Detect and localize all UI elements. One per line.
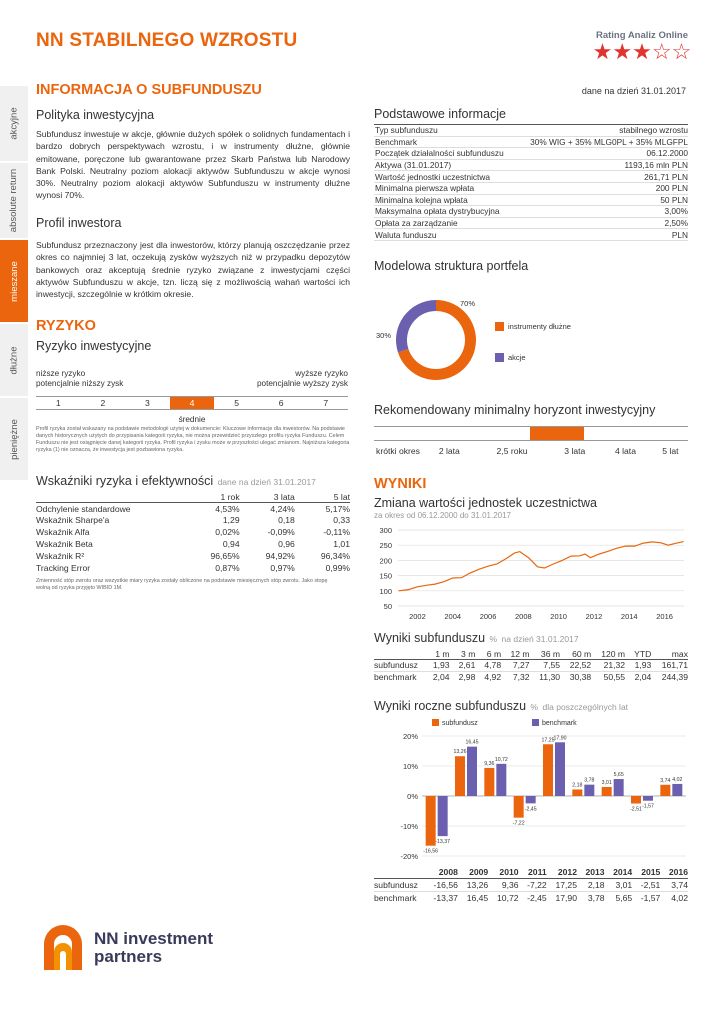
basic-info-table — [374, 124, 688, 241]
metrics-date: dane na dzień 31.01.2017 — [217, 477, 316, 487]
annual-value: -2,51 — [640, 879, 661, 890]
table-row — [374, 159, 688, 171]
fund-results-col: YTD — [634, 648, 652, 659]
legend-label-subfundusz: subfundusz — [442, 720, 478, 727]
info-section-title: INFORMACJA O SUBFUNDUSZU — [36, 82, 262, 98]
portfolio-donut-chart — [374, 290, 688, 390]
policy-title: Polityka inwestycyjna — [36, 108, 155, 122]
basic-info-key: Minimalna kolejna wpłata — [374, 194, 515, 206]
y-tick-label: 0% — [407, 792, 418, 801]
x-tick-label: 2014 — [620, 612, 638, 621]
fund-results-value: 4,92 — [484, 672, 502, 682]
logo-text — [94, 930, 213, 966]
bar-data-label: -1,57 — [642, 803, 654, 810]
unit-value-title: Zmiana wartości jednostek uczestnictwa — [374, 496, 598, 510]
risk-level-label: średnie — [178, 415, 206, 424]
y-tick-label: 200 — [379, 556, 392, 566]
annual-value: 13,26 — [466, 879, 489, 890]
table-row — [374, 229, 688, 241]
metric-value: 0,97% — [270, 562, 295, 573]
risk-note: Profil ryzyka został wskazany na podstawie metodologii użytej w dokumencie: Kluczowe informacje dla inwestorów. Na podstawie danych historycznych użytych do przypisania kategorii ryzyka, nie można przewidzieć przyszłego profilu ryzyka Funduszu. Celem Funduszu nie jest osiągnięcie danej kategorii ryzyka. Profil ryzyka i zysku może w przyszłości ulegać zmianom. Najniższa kategoria ryzyka (1) nie oznacza, że inwestycja jest pozbawiona ryzyka. — [36, 426, 350, 453]
bar-data-label: -2,45 — [524, 806, 537, 813]
fund-results-col: 3 m — [461, 648, 476, 659]
metric-label: Wskaźnik Beta — [36, 539, 93, 550]
table-row — [36, 538, 350, 550]
fund-results-col: 60 m — [572, 648, 592, 659]
bar-data-label: 9,36 — [484, 760, 495, 767]
risk-scale — [36, 396, 348, 410]
x-tick-label: 2008 — [515, 612, 532, 621]
annual-value: 17,25 — [555, 879, 577, 890]
horizon-highlight — [530, 427, 584, 440]
bar-data-label: 17,90 — [553, 735, 567, 742]
bar-subfundusz-2008 — [426, 796, 436, 846]
fund-results-col: 12 m — [510, 648, 530, 659]
annual-value: 9,36 — [501, 879, 519, 890]
risk-level-5: 5 — [234, 398, 239, 408]
y-tick-label: 10% — [402, 762, 418, 771]
fund-results-label: subfundusz — [374, 660, 418, 671]
bar-data-label: 10,72 — [494, 756, 508, 763]
risk-high-line: wyższe ryzyko — [295, 369, 348, 378]
bar-subfundusz-2016 — [660, 785, 670, 796]
horizon-option: krótki okres — [376, 446, 420, 456]
annual-row-label: benchmark — [374, 892, 417, 903]
basic-info-value: PLN — [515, 229, 688, 241]
legend-swatch-subfundusz — [432, 719, 439, 726]
annual-results-table — [374, 866, 688, 904]
y-tick-label: 50 — [383, 602, 392, 611]
investor-title: Profil inwestora — [36, 216, 122, 230]
legend-swatch-equity — [495, 353, 504, 362]
logo-line: NN investment — [94, 929, 214, 948]
fund-results-heading — [374, 629, 579, 647]
fund-results-value: 2,04 — [432, 672, 450, 682]
basic-info-key: Wartość jednostki uczestnictwa — [374, 171, 515, 183]
metric-label: Wskaźnik R² — [36, 550, 85, 561]
fund-results-value: 7,55 — [543, 660, 561, 671]
slice-label-equity: 30% — [376, 331, 392, 340]
bar-data-label: -16,56 — [423, 848, 439, 855]
bar-data-label: -7,22 — [512, 820, 525, 827]
legend-swatch-benchmark — [532, 719, 539, 726]
bar-subfundusz-2010 — [484, 768, 494, 796]
star-empty-icon: ☆ — [671, 39, 692, 64]
rating-block — [592, 30, 692, 63]
legend-swatch-debt — [495, 322, 504, 331]
bar-benchmark-2016 — [672, 784, 682, 796]
table-row — [374, 206, 688, 218]
bar-subfundusz-2014 — [602, 787, 612, 796]
annual-year: 2008 — [438, 867, 458, 877]
horizon-option: 5 lat — [662, 446, 679, 456]
annual-value: 3,01 — [615, 879, 633, 890]
annual-results-unit: % — [530, 702, 539, 712]
investor-text: Subfundusz przeznaczony jest dla inwestorów, którzy planują oszczędzanie przez okres co najmniej 3 lat, oczekują zysków wyższych niż w przypadku depozytów bankowych oraz akceptują średnie ryzyko związane z inwestycjami części aktywów Subfunduszu w akcje, tzn. liczą się z możliwością wahań wartości ich inwestycji, szczególnie w krótkim okresie. — [36, 240, 350, 300]
x-tick-label: 2006 — [479, 612, 497, 621]
horizon-bar — [374, 426, 688, 441]
basic-info-value: 06.12.2000 — [515, 148, 688, 160]
y-tick-label: 100 — [379, 586, 392, 596]
bar-benchmark-2015 — [643, 796, 653, 801]
metrics-heading — [36, 472, 316, 490]
annual-value: -1,57 — [640, 892, 661, 903]
metric-value: 94,92% — [265, 550, 295, 561]
risk-level-7: 7 — [323, 398, 329, 408]
results-section-title: WYNIKI — [374, 476, 427, 492]
annual-value: -2,45 — [527, 892, 547, 903]
bar-data-label: 5,65 — [613, 772, 624, 779]
fund-results-value: 244,39 — [661, 672, 688, 682]
annual-value: -13,37 — [433, 892, 458, 903]
x-tick-label: 2010 — [550, 612, 567, 621]
legend-label-debt: instrumenty dłużne — [508, 322, 571, 331]
risk-section-title: RYZYKO — [36, 318, 96, 334]
horizon-options — [372, 442, 690, 456]
bar-data-label: 16,45 — [465, 739, 479, 746]
metrics-note-line: Zmienność stóp zwrotu oraz wszystkie miary ryzyka zostały obliczone na podstawie miesięcznych stóp zwrotu. Jako stopę — [36, 578, 328, 584]
metrics-table — [36, 491, 350, 574]
y-tick-label: 150 — [379, 571, 392, 581]
fund-results-value: 2,61 — [458, 660, 476, 671]
horizon-title: Rekomendowany minimalny horyzont inwestycyjny — [374, 403, 656, 417]
star-filled-icon: ★ — [592, 39, 613, 64]
table-row — [374, 194, 688, 206]
fund-results-date: na dzień 31.01.2017 — [501, 634, 579, 644]
table-row — [374, 125, 688, 137]
annual-year: 2013 — [585, 867, 605, 877]
slice-label-debt: 70% — [460, 299, 476, 308]
table-row — [374, 660, 688, 672]
bar-data-label: 3,01 — [601, 779, 612, 786]
fund-results-value: 2,98 — [458, 672, 476, 682]
sidebar-tab-label: mieszane — [8, 260, 20, 302]
table-row — [36, 526, 350, 538]
fund-results-value: 4,78 — [484, 660, 502, 671]
fund-results-value: 2,04 — [634, 672, 652, 682]
basic-info-value: 200 PLN — [515, 182, 688, 194]
bar-data-label: 3,74 — [660, 777, 671, 784]
annual-value: 4,02 — [671, 892, 688, 903]
star-filled-icon: ★ — [632, 39, 652, 64]
fund-title: NN STABILNEGO WZROSTU — [36, 30, 298, 51]
basic-info-key: Benchmark — [374, 136, 515, 148]
bar-benchmark-2008 — [438, 796, 448, 836]
risk-level-4: 4 — [170, 397, 215, 409]
x-tick-label: 2002 — [409, 612, 426, 621]
fund-results-value: 161,71 — [661, 660, 688, 671]
bar-benchmark-2013 — [584, 785, 594, 796]
bar-data-label: 4,02 — [672, 776, 683, 783]
annual-results-heading — [374, 697, 628, 715]
metric-value: 4,24% — [270, 503, 295, 514]
basic-info-key: Waluta funduszu — [374, 229, 515, 241]
metric-value: 1,01 — [333, 539, 350, 550]
bar-data-label: -13,37 — [435, 839, 451, 846]
fund-results-value: 22,52 — [569, 660, 592, 671]
basic-info-key: Początek działalności subfunduszu — [374, 148, 515, 160]
bar-data-label: 13,26 — [453, 749, 467, 756]
fund-results-unit: % — [489, 634, 498, 644]
annual-value: 17,90 — [555, 892, 577, 903]
metric-value: 96,65% — [210, 550, 240, 561]
bar-subfundusz-2009 — [455, 756, 465, 796]
fund-results-col: 36 m — [540, 648, 561, 659]
unit-value-line-chart — [374, 524, 690, 624]
y-tick-label: -10% — [400, 822, 418, 831]
rating-stars — [592, 41, 692, 63]
table-row — [374, 171, 688, 183]
fund-results-table — [374, 648, 688, 683]
annual-value: 3,78 — [587, 892, 605, 903]
risk-level-1: 1 — [55, 398, 61, 408]
bar-benchmark-2009 — [467, 747, 477, 796]
metric-label: Wskaźnik Sharpe'a — [36, 515, 110, 526]
fund-results-col: 6 m — [486, 648, 502, 659]
table-row — [374, 136, 688, 148]
basic-info-value: 261,71 PLN — [515, 171, 688, 183]
bar-benchmark-2014 — [614, 779, 624, 796]
annual-value: 16,45 — [466, 892, 489, 903]
basic-info-value: 2,50% — [515, 217, 688, 229]
category-sidebar — [0, 86, 28, 482]
bar-data-label: 3,78 — [584, 777, 595, 784]
fund-results-title: Wyniki subfunduszu — [374, 631, 486, 645]
table-row — [374, 891, 688, 904]
unit-value-subtitle: za okres od 06.12.2000 do 31.01.2017 — [374, 511, 511, 520]
y-tick-label: 300 — [379, 526, 392, 535]
legend-label-benchmark: benchmark — [542, 720, 577, 727]
metric-value: 0,99% — [325, 562, 350, 573]
annual-row-label: subfundusz — [374, 879, 418, 890]
metric-value: -0,09% — [267, 527, 295, 538]
fund-results-col: 1 m — [435, 648, 450, 659]
basic-info-key: Minimalna pierwsza wpłata — [374, 182, 515, 194]
metric-value: 0,96 — [278, 539, 295, 550]
risk-high-label — [257, 369, 348, 388]
portfolio-title: Modelowa struktura portfela — [374, 259, 529, 273]
risk-level-3: 3 — [145, 398, 150, 408]
metrics-title: Wskaźniki ryzyka i efektywności — [36, 474, 214, 488]
metric-value: 0,87% — [215, 562, 240, 573]
table-row — [374, 217, 688, 229]
annual-year: 2012 — [557, 867, 577, 877]
annual-results-title: Wyniki roczne subfunduszu — [374, 699, 527, 713]
star-empty-icon: ☆ — [651, 39, 672, 64]
annual-results-subtitle: dla poszczególnych lat — [542, 702, 629, 712]
annual-year: 2016 — [668, 867, 688, 877]
basic-info-key: Opłata za zarządzanie — [374, 217, 515, 229]
table-row — [36, 503, 350, 515]
annual-year: 2009 — [469, 867, 489, 877]
y-tick-label: -20% — [400, 852, 418, 861]
sidebar-tab-dluzne[interactable] — [0, 324, 28, 398]
table-row — [36, 562, 350, 574]
annual-results-bar-chart — [374, 714, 690, 864]
risk-low-line: niższe ryzyko — [36, 369, 86, 378]
bar-subfundusz-2015 — [631, 796, 641, 804]
x-tick-label: 2012 — [585, 612, 603, 621]
basic-info-value: 3,00% — [515, 206, 688, 218]
metric-value: 0,18 — [278, 515, 295, 526]
fund-results-value: 1,93 — [432, 660, 450, 671]
annual-year: 2010 — [499, 867, 519, 877]
basic-info-value: stabilnego wzrostu — [515, 125, 688, 137]
metric-value: 1,29 — [222, 515, 240, 526]
annual-value: 5,65 — [615, 892, 633, 903]
risk-level-6: 6 — [278, 398, 284, 408]
sidebar-tab-akcyjne[interactable] — [0, 86, 28, 163]
basic-info-value: 50 PLN — [515, 194, 688, 206]
bar-data-label: 17,25 — [541, 737, 555, 744]
fund-results-value: 7,32 — [512, 672, 530, 682]
metric-label: Tracking Error — [36, 562, 91, 573]
basic-info-key: Maksymalna opłata dystrybucyjna — [374, 206, 515, 218]
risk-level-2: 2 — [100, 398, 106, 408]
table-row — [374, 879, 688, 892]
fund-results-value: 21,32 — [603, 660, 626, 671]
metrics-col: 1 rok — [220, 491, 240, 502]
basic-info-key: Aktywa (31.01.2017) — [374, 159, 515, 171]
metric-label: Wskaźnik Alfa — [36, 527, 90, 538]
sidebar-tab-label: dłużne — [8, 346, 20, 374]
fund-results-value: 30,38 — [569, 672, 592, 682]
horizon-option: 2 lata — [438, 446, 460, 456]
bar-subfundusz-2012 — [543, 744, 553, 796]
sidebar-tab-label: absolute return — [8, 168, 20, 233]
basic-info-value: 30% WIG + 35% MLG0PL + 35% MLGFPL — [515, 136, 688, 148]
bar-data-label: 2,18 — [572, 782, 583, 789]
table-row — [36, 515, 350, 527]
risk-low-line: potencjalnie niższy zysk — [36, 378, 124, 388]
fund-results-col: max — [671, 648, 688, 659]
fund-results-col: 120 m — [601, 648, 626, 659]
risk-subtitle: Ryzyko inwestycyjne — [36, 339, 152, 353]
annual-value: 2,18 — [587, 879, 605, 890]
sidebar-tab-absolute-return[interactable] — [0, 163, 28, 240]
bar-data-label: -2,51 — [630, 806, 642, 813]
metric-value: 96,34% — [320, 550, 350, 561]
risk-high-line: potencjalnie wyższy zysk — [256, 378, 348, 388]
basic-info-key: Typ subfunduszu — [374, 125, 515, 137]
sidebar-tab-label: pieniężne — [8, 418, 20, 460]
table-row — [374, 148, 688, 160]
horizon-option: 2,5 roku — [496, 446, 528, 456]
rating-label: Rating Analiz Online — [595, 30, 688, 41]
basic-info-title: Podstawowe informacje — [374, 107, 507, 121]
metric-label: Odchylenie standardowe — [36, 503, 131, 514]
annual-year: 2011 — [528, 867, 547, 877]
annual-value: -7,22 — [527, 879, 547, 890]
fund-results-value: 50,55 — [603, 672, 626, 682]
annual-year: 2014 — [613, 867, 633, 877]
metric-value: 0,02% — [215, 527, 240, 538]
metric-value: 0,94 — [222, 539, 240, 550]
horizon-option: 3 lata — [564, 446, 586, 456]
risk-low-label — [36, 369, 123, 388]
sidebar-tab-mieszane[interactable] — [0, 240, 28, 324]
metrics-col: 5 lat — [333, 491, 350, 502]
metric-value: 4,53% — [215, 503, 240, 514]
donut-slice — [396, 300, 436, 352]
policy-text: Subfundusz inwestuje w akcje, głównie dużych spółek o solidnych fundamentach i bardzo dobrych perspektywach wzrostu, i w instrumenty dłużne, głównie emitowane, poręczone lub gwarantowane przez Skarb Państwa lub Narodowy Bank Polski. Neutralny poziom alokacji aktywów Subfunduszu w akcje wynosi 30%. Neutralny poziom alokacji aktywów Subfunduszu w instrumenty dłużne wynosi 70%. — [36, 129, 350, 201]
bar-subfundusz-2013 — [572, 789, 582, 796]
annual-year: 2015 — [641, 867, 661, 877]
table-row — [374, 182, 688, 194]
fund-results-label: benchmark — [374, 672, 417, 682]
table-row — [374, 671, 688, 683]
horizon-option: 4 lata — [614, 446, 636, 456]
metric-value: -0,11% — [323, 527, 350, 538]
fund-results-value: 7,27 — [512, 660, 530, 671]
y-tick-label: 20% — [402, 732, 418, 741]
logo-line: partners — [94, 947, 163, 966]
fund-results-value: 11,30 — [539, 672, 561, 682]
annual-value: 3,74 — [671, 879, 688, 890]
annual-value: -16,56 — [433, 879, 458, 890]
bar-benchmark-2011 — [526, 796, 536, 803]
sidebar-tab-pieniezne[interactable] — [0, 398, 28, 482]
metrics-note-line: wolną od ryzyka przyjęto WIBID 1M. — [36, 585, 123, 591]
metric-value: 5,17% — [325, 503, 350, 514]
bar-benchmark-2012 — [555, 742, 565, 796]
fund-results-value: 1,93 — [634, 660, 652, 671]
star-filled-icon: ★ — [612, 39, 633, 64]
metric-value: 0,33 — [333, 515, 350, 526]
sidebar-tab-label: akcyjne — [8, 107, 20, 140]
table-row — [36, 550, 350, 562]
x-tick-label: 2004 — [444, 612, 462, 621]
data-date: dane na dzień 31.01.2017 — [581, 86, 686, 96]
bar-subfundusz-2011 — [514, 796, 524, 818]
metrics-col: 3 lata — [273, 491, 295, 502]
basic-info-value: 1193,16 mln PLN — [515, 159, 688, 171]
y-tick-label: 250 — [379, 541, 392, 551]
unit-value-series-line — [399, 542, 684, 591]
nn-logo-icon — [40, 924, 86, 974]
x-tick-label: 2016 — [656, 612, 673, 621]
metrics-note — [36, 578, 350, 592]
annual-value: 10,72 — [497, 892, 519, 903]
legend-label-equity: akcje — [508, 353, 526, 362]
bar-benchmark-2010 — [496, 764, 506, 796]
